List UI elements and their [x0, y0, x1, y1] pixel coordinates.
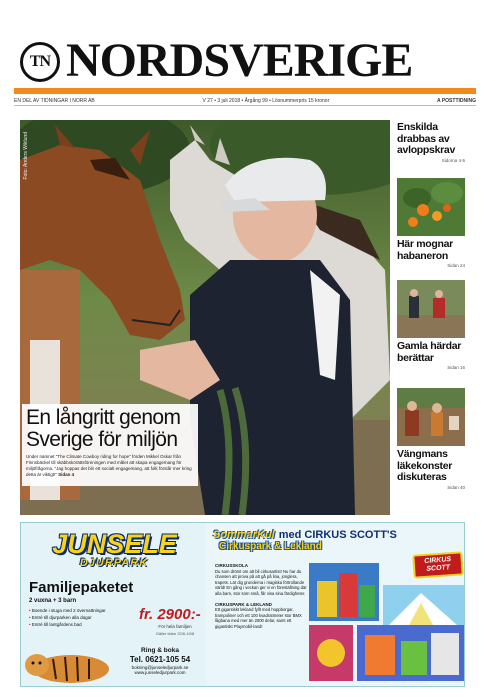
teaser-gamla-hardar[interactable] [397, 280, 465, 370]
photo-credit: Foto: Anders Wiklund [23, 132, 29, 180]
teaser-title[interactable]: Här mognar habaneron [397, 238, 453, 262]
issue-info-line [14, 96, 476, 106]
booking-email[interactable]: bokning@junseledjurpark.se [131, 665, 189, 670]
cover-lead [26, 454, 194, 478]
tiger-image [23, 641, 113, 687]
teaser-avloppskrav[interactable] [397, 122, 465, 163]
booking-web[interactable]: www.junseledjurpark.com [134, 670, 186, 675]
logo-line: CIRKUS [424, 556, 452, 565]
cirkus-scott-logo [412, 551, 464, 578]
teaser-habaneron[interactable] [397, 178, 465, 268]
junsele-brand: JUNSELE [52, 529, 177, 559]
issue-date-info: V 27 • 3 juli 2018 • Årgång 99 • Lösnummerpris 15 kronor [202, 97, 330, 104]
masthead [14, 36, 476, 86]
publisher-info: EN DEL AV TIDNINGAR I NORR AB [14, 97, 95, 104]
teaser-vangman[interactable] [397, 388, 465, 490]
cirkus-description [215, 561, 307, 630]
hardar-photo [397, 280, 465, 338]
cover-page-ref: Sidan 4 [58, 472, 75, 477]
cover-story[interactable] [22, 404, 198, 486]
package-items [29, 607, 139, 628]
cover-lead-text: Under namnet "The Climate Cowboy riding for hope" förden Mikkel Oskar från Finnsbäckel till skäbbskörättsföreningen med målet att skapa engagemang för miljöfrågorna. "Jag hoppas det blir ett socialt engagemang, att folk förstår mer kring detta är viktigt!" [26, 454, 192, 477]
package-item: • Entré till djurparken alla dagar [29, 614, 139, 621]
teaser-title[interactable]: Gamla härdar berättar [397, 340, 462, 364]
teaser-title[interactable]: Enskilda drabbas av avloppskrav [397, 121, 455, 156]
package-price: fr. 2900:- [139, 606, 201, 623]
section-title: CIRKUSSKOLA [215, 563, 249, 568]
booking-label: Ring & boka [141, 647, 179, 654]
teaser-page-ref: Sidan 16 [447, 365, 465, 370]
teaser-page-ref: Sidan 24 [447, 263, 465, 268]
booking-phone[interactable]: Tel. 0621-105 54 [129, 655, 191, 664]
posttidning-label: A POSTTIDNING [437, 97, 476, 104]
tn-logo[interactable]: TN [20, 42, 60, 82]
package-item: • Boende i stuga med 2 övernattningar [29, 607, 139, 614]
price-note: För hela familjen [158, 624, 192, 629]
cirkus-subtitle: Cirkuspark & Lekland [219, 541, 322, 552]
sommarkul-label: SommarKul [213, 529, 275, 541]
logo-line: SCOTT [426, 564, 451, 573]
teaser-page-ref: Sidorna 4-5 [441, 157, 465, 163]
teaser-title[interactable]: Vängmans läkekonster diskuteras [397, 448, 453, 483]
vangman-photo [397, 388, 465, 446]
section-title: CIRKUSPARK & LEKLAND [215, 601, 272, 607]
teaser-page-ref: Sidan 40 [447, 484, 465, 490]
junsele-logo [27, 529, 202, 573]
package-item: • Entré till lantgårdens bad [29, 621, 139, 628]
section-text: Ett gigantiskt lekland fyllt med hoppborgar, trampoliner och ett 100 kvadratmeter stor BMX lågbana med mer än 2000 delar, samt ett gigantiskt Playmobil-land! [215, 607, 302, 629]
cirkus-title: med CIRKUS SCOTT'S [278, 529, 397, 541]
package-title: Familjepaketet [29, 579, 134, 596]
section-text: Du som drömt om att bli cirkusartist! Nu har du chansen att prova på att gå på lina, jonglera, trapets. Lär dig grunderna i magiska förtrollande värld! En gång i veckan ger vi en föreställning där alla barn, stor som små, får visa sina färdigheter. [215, 568, 307, 596]
habanero-photo [397, 178, 465, 236]
price-validity: Gäller tiden 22/6-10/8 [155, 631, 195, 636]
booking-info [117, 647, 203, 675]
newspaper-title[interactable]: NORDSVERIGE [66, 34, 413, 87]
masthead-accent-bar [14, 88, 476, 94]
junsele-brand-sub: DJURPARK [79, 557, 149, 569]
cirkus-scotts-ad[interactable] [209, 523, 465, 687]
junsele-ad[interactable] [21, 523, 206, 687]
package-sub: 2 vuxna + 3 barn [29, 598, 77, 604]
cover-headline[interactable]: En långritt genom Sverige för miljön [26, 406, 181, 451]
advertisement[interactable] [20, 522, 465, 687]
cirkus-photo-collage [309, 563, 464, 683]
